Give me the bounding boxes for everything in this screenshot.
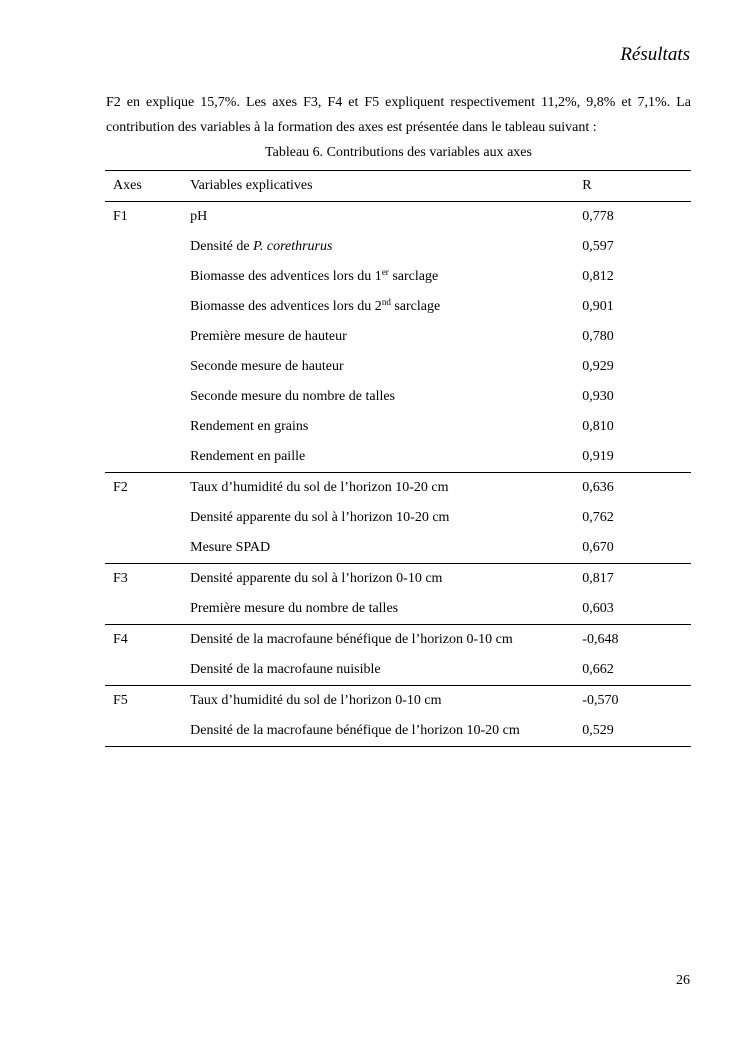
header-axes: Axes (105, 171, 190, 202)
contributions-table (105, 170, 691, 747)
table-row (105, 625, 691, 656)
table-row (105, 382, 691, 412)
variable-text-suffix: sarclage (390, 299, 441, 314)
intro-line-1: F2 en explique 15,7%. Les axes F3, F4 et F5 expliquent respectivement 11,2%, 9,8% et 7,1%. La (106, 95, 691, 110)
variable-cell: Rendement en grains (190, 419, 309, 434)
table-row (105, 262, 691, 292)
axis-cell (105, 262, 190, 292)
variable-cell: Première mesure de hauteur (190, 329, 347, 344)
ordinal-superscript: nd (381, 297, 391, 307)
table-row (105, 352, 691, 382)
table-row (105, 442, 691, 473)
variable-text-suffix: sarclage (388, 269, 439, 284)
intro-line-2: contribution des variables à la formation des axes est présentée dans le tableau suivant : (106, 120, 597, 135)
table-row (105, 655, 691, 686)
variable-cell: Densité apparente du sol à l’horizon 0-10 cm (190, 564, 582, 595)
axis-cell: F1 (105, 202, 190, 233)
r-cell: 0,919 (582, 449, 614, 464)
axis-cell (105, 716, 190, 747)
r-cell: 0,662 (582, 662, 614, 677)
axis-cell (105, 594, 190, 625)
r-cell: 0,930 (582, 389, 614, 404)
section-title: Résultats (620, 44, 690, 65)
variable-cell: Densité apparente du sol à l’horizon 10-20 cm (190, 510, 450, 525)
axis-cell (105, 655, 190, 686)
variable-cell: Seconde mesure de hauteur (190, 359, 344, 374)
variable-cell: Taux d’humidité du sol de l’horizon 0-10 cm (190, 686, 582, 717)
table-row (105, 503, 691, 533)
variable-cell: Seconde mesure du nombre de talles (190, 389, 396, 404)
variable-cell: Taux d’humidité du sol de l’horizon 10-20 cm (190, 473, 582, 504)
variable-text: Densité de (190, 239, 254, 254)
ordinal-superscript: er (381, 267, 389, 277)
r-cell: -0,570 (582, 686, 691, 717)
axis-cell: F3 (105, 564, 190, 595)
axis-cell (105, 322, 190, 352)
table-row (105, 292, 691, 322)
table-row (105, 686, 691, 717)
axis-cell (105, 292, 190, 322)
r-cell: 0,901 (582, 299, 614, 314)
variable-cell: Densité de la macrofaune bénéfique de l’horizon 10-20 cm (190, 716, 582, 747)
species-name: P. corethrurus (253, 239, 333, 254)
axis-cell (105, 533, 190, 564)
r-cell: 0,780 (582, 329, 614, 344)
table-row (105, 412, 691, 442)
variable-cell: Rendement en paille (190, 449, 306, 464)
table-row (105, 594, 691, 625)
table-row (105, 232, 691, 262)
r-cell: 0,597 (582, 239, 614, 254)
axis-cell: F4 (105, 625, 190, 656)
r-cell: 0,603 (582, 601, 614, 616)
variable-cell: Mesure SPAD (190, 540, 271, 555)
table-row (105, 473, 691, 504)
table-row (105, 202, 691, 233)
variable-cell: pH (190, 202, 582, 233)
header-variables: Variables explicatives (190, 171, 582, 202)
axis-cell (105, 503, 190, 533)
axis-cell: F2 (105, 473, 190, 504)
table-caption: Tableau 6. Contributions des variables aux axes (265, 145, 532, 160)
r-cell: 0,817 (582, 564, 691, 595)
header-r: R (582, 171, 691, 202)
variable-text: Biomasse des adventices lors du 1 (190, 269, 382, 284)
axis-cell (105, 352, 190, 382)
variable-cell: Densité de la macrofaune bénéfique de l’horizon 0-10 cm (190, 625, 582, 656)
variable-cell (190, 292, 582, 322)
axis-cell (105, 442, 190, 473)
table-row (105, 533, 691, 564)
r-cell: 0,762 (582, 510, 614, 525)
table-row (105, 716, 691, 747)
table-header-row (105, 171, 691, 202)
page-number: 26 (676, 973, 690, 988)
axis-cell (105, 412, 190, 442)
axis-cell: F5 (105, 686, 190, 717)
r-cell: 0,670 (582, 540, 614, 555)
variable-text: Biomasse des adventices lors du 2 (190, 299, 382, 314)
variable-cell (190, 232, 582, 262)
r-cell: 0,778 (582, 202, 691, 233)
variable-cell: Densité de la macrofaune nuisible (190, 662, 381, 677)
variable-cell: Première mesure du nombre de talles (190, 601, 399, 616)
table-row (105, 564, 691, 595)
r-cell: 0,529 (582, 716, 691, 747)
table-row (105, 322, 691, 352)
intro-paragraph (106, 90, 691, 140)
r-cell: 0,636 (582, 473, 691, 504)
axis-cell (105, 382, 190, 412)
r-cell: 0,810 (582, 419, 614, 434)
r-cell: 0,812 (582, 269, 614, 284)
axis-cell (105, 232, 190, 262)
r-cell: 0,929 (582, 359, 614, 374)
r-cell: -0,648 (582, 625, 691, 656)
variable-cell (190, 262, 582, 292)
